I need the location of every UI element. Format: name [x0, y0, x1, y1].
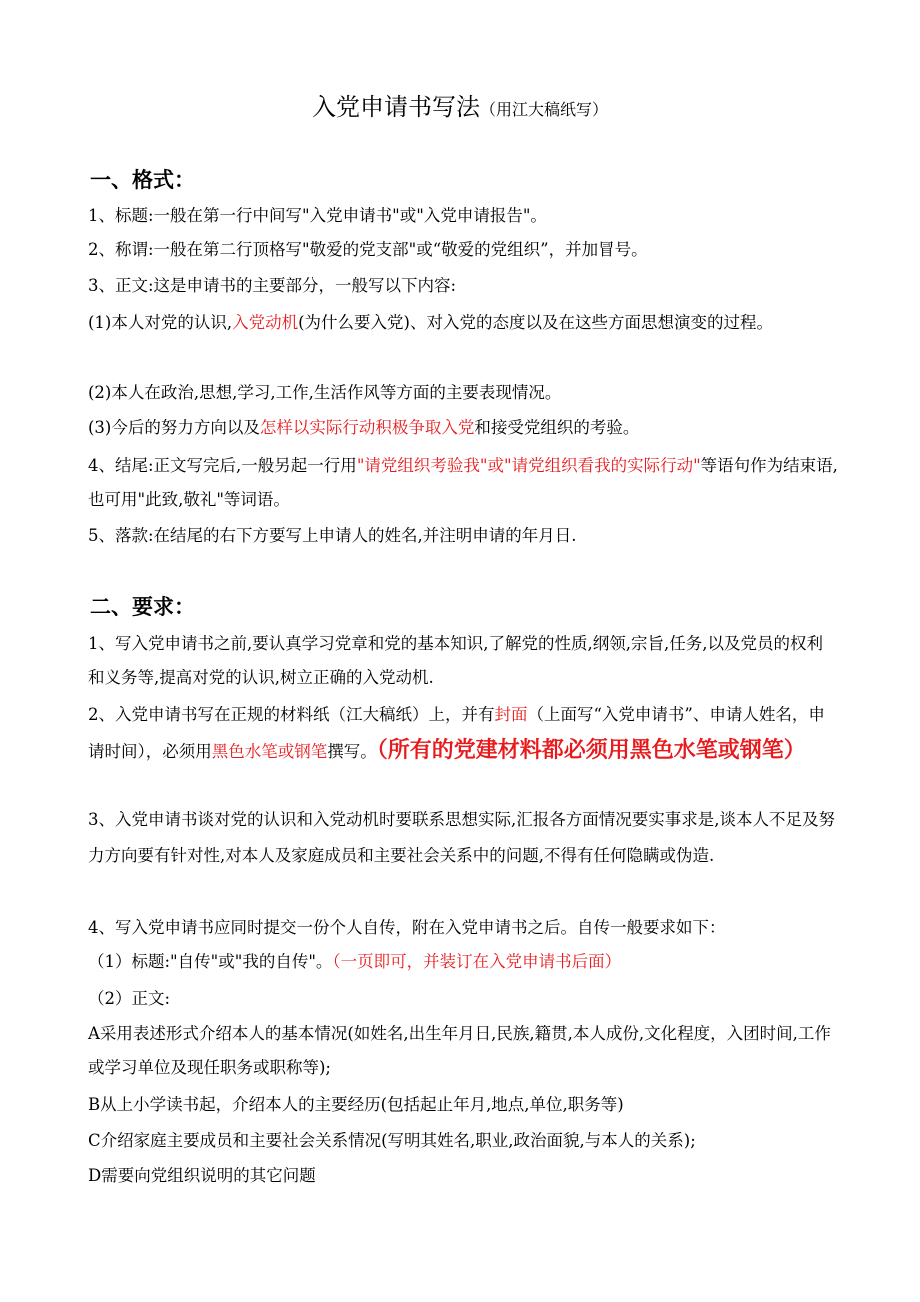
requirement-4: 4、写入党申请书应同时提交一份个人自传，附在入党申请书之后。自传一般要求如下：	[88, 918, 726, 937]
format-item-body-1	[88, 306, 838, 340]
format-item-body-3	[88, 411, 838, 445]
title-subtitle: （用江大稿纸写）	[479, 100, 608, 119]
text-segment: (3)今后的努力方向以及	[88, 418, 260, 437]
highlight-note: （所有的党建材料都必须用黑色水笔或钢笔）	[376, 738, 806, 763]
text-segment: 2、入党申请书写在正规的材料纸（江大稿纸）上，并有	[88, 705, 495, 724]
highlight-one-page: （一页即可，并装订在入党申请书后面）	[332, 952, 622, 971]
text-segment: （上面写“入党申请书”、申请人姓名，申请时间），必须用	[88, 705, 825, 761]
document-title	[0, 90, 920, 127]
highlight-cover: 封面	[494, 705, 528, 724]
title-main: 入党申请书写法	[311, 93, 480, 121]
section-heading-requirements: 二、要求：	[90, 595, 195, 619]
autobiography-item-d: D需要向党组织说明的其它问题	[88, 1166, 316, 1185]
format-item-body-2: (2)本人在政治,思想,学习,工作,生活作风等方面的主要表现情况。	[88, 383, 562, 402]
text-segment: (为什么要入党)、对入党的态度以及在这些方面思想演变的过程。	[298, 313, 773, 332]
format-item-signature: 5、落款:在结尾的右下方要写上申请人的姓名,并注明申请的年月日.	[88, 526, 577, 545]
text-segment: 等语句作为结束语,也可用"此致,敬礼"等词语。	[88, 456, 838, 509]
format-item-body: 3、正文:这是申请书的主要部分，一般写以下内容:	[88, 276, 457, 295]
format-item-ending	[88, 449, 838, 517]
autobiography-item-c: C介绍家庭主要成员和主要社会关系情况(写明其姓名,职业,政治面貌,与本人的关系);	[88, 1131, 696, 1150]
requirement-3: 3、入党申请书谈对党的认识和入党动机时要联系思想实际,汇报各方面情况要实事求是,谈本人不足及努力方向要有针对性,对本人及家庭成员和主要社会关系中的问题,不得有任何隐瞒或伪造.	[88, 810, 835, 865]
format-item-title: 1、标题:一般在第一行中间写"入党申请书"或"入党申请报告"。	[88, 206, 547, 225]
section-heading-format: 一、格式：	[90, 168, 195, 192]
text-segment: (1)本人对党的认识,	[88, 313, 233, 332]
text-segment: 4、结尾:正文写完后,一般另起一行用	[88, 456, 357, 475]
text-segment: 撰写。	[327, 742, 377, 761]
highlight-pen: 黑色水笔或钢笔	[211, 742, 328, 761]
text-segment: 和接受党组织的考验。	[474, 418, 640, 437]
requirement-1: 1、写入党申请书之前,要认真学习党章和党的基本知识,了解党的性质,纲领,宗旨,任务,以及党员的权利和义务等,提高对党的认识,树立正确的入党动机.	[88, 634, 823, 687]
highlight-closing: "请党组织考验我"或"请党组织看我的实际行动"	[356, 456, 701, 475]
highlight-action: 怎样以实际行动积极争取入党	[259, 418, 475, 437]
autobiography-item-b: B从上小学读书起，介绍本人的主要经历(包括起止年月,地点,单位,职务等)	[88, 1095, 624, 1114]
autobiography-title	[88, 945, 838, 979]
highlight-motive: 入党动机	[232, 313, 299, 332]
autobiography-body: （2）正文:	[88, 989, 171, 1008]
requirement-2	[88, 697, 838, 770]
autobiography-item-a: A采用表述形式介绍本人的基本情况(如姓名,出生年月日,民族,籍贯,本人成份,文化程度，入团时间,工作或学习单位及现任职务或职称等);	[88, 1024, 831, 1077]
format-item-salutation: 2、称谓:一般在第二行顶格写"敬爱的党支部"或“敬爱的党组织”，并加冒号。	[88, 240, 648, 259]
text-segment: （1）标题:"自传"或"我的自传"。	[88, 952, 333, 971]
